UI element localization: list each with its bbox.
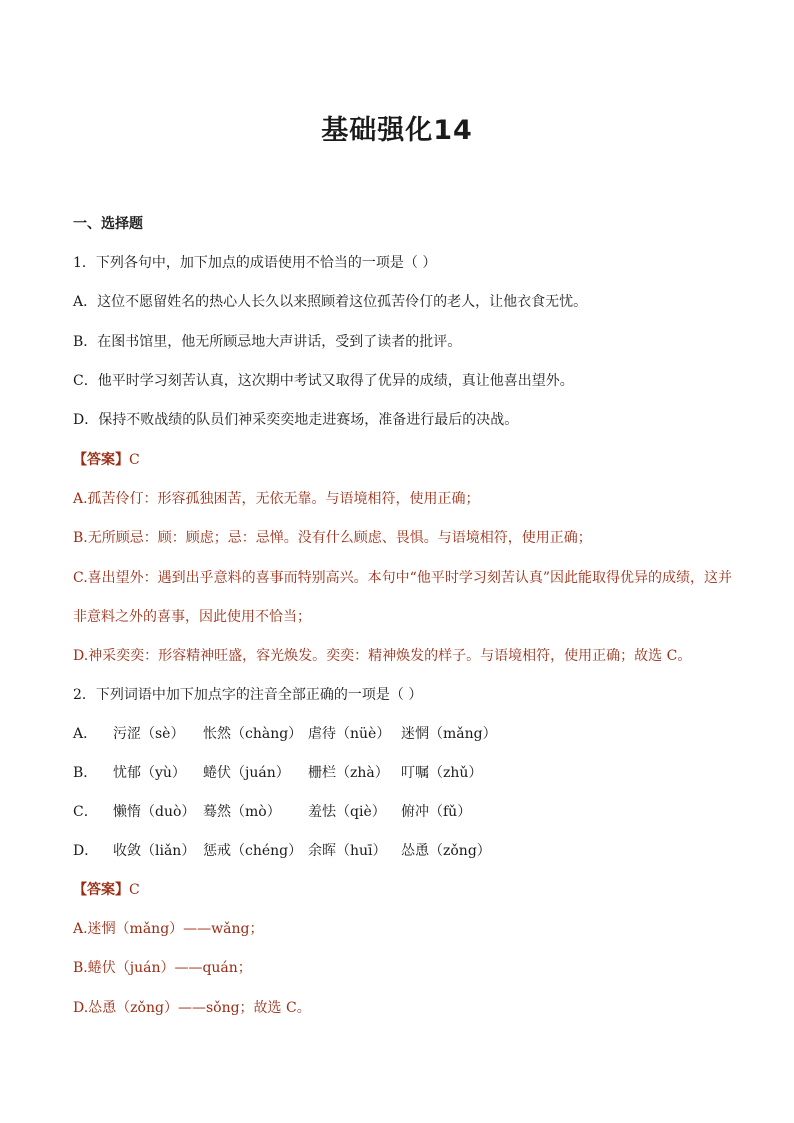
option-label: A． bbox=[73, 726, 98, 742]
q1-explanation-d: D.神采奕奕：形容精神旺盛，容光焕发。奕奕：精神焕发的样子。与语境相符，使用正确；故选 C。 bbox=[73, 648, 692, 664]
option-item: 惩戒（chéng） bbox=[203, 843, 303, 859]
answer-tag: 【答案】 bbox=[73, 452, 129, 468]
option-item: 懒惰（duò） bbox=[113, 804, 196, 820]
q1-option-b: B．在图书馆里，他无所顾忌地大声讲话，受到了读者的批评。 bbox=[73, 334, 462, 350]
q1-explanation-c: C.喜出望外：遇到出乎意料的喜事而特别高兴。本句中“他平时学习刻苦认真”因此能取得优异的成绩，这并 bbox=[73, 570, 732, 586]
option-label: B． bbox=[73, 765, 98, 781]
q2-option-a bbox=[73, 724, 733, 744]
q1-stem: 1．下列各句中，加下加点的成语使用不恰当的一项是（ ） bbox=[73, 255, 437, 271]
answer-letter: C bbox=[129, 882, 140, 898]
q1-option-a: A．这位不愿留姓名的热心人长久以来照顾着这位孤苦伶仃的老人，让他衣食无忧。 bbox=[73, 294, 588, 310]
option-item: 栅栏（zhà） bbox=[308, 765, 389, 781]
option-item: 迷惘（mǎng） bbox=[401, 726, 497, 742]
option-item: 虐待（nüè） bbox=[308, 726, 391, 742]
option-item: 怅然（chàng） bbox=[203, 726, 303, 742]
option-item: 余晖（huī） bbox=[308, 843, 387, 859]
answer-tag: 【答案】 bbox=[73, 882, 129, 898]
q1-option-d: D．保持不败战绩的队员们神采奕奕地走进赛场，准备进行最后的决战。 bbox=[73, 412, 519, 428]
option-item: 忧郁（yù） bbox=[113, 765, 186, 781]
answer-letter: C bbox=[129, 452, 140, 468]
q2-explanation-a: A.迷惘（mǎng）——wǎng； bbox=[73, 921, 264, 937]
q2-option-b bbox=[73, 763, 733, 783]
option-item: 怂恿（zǒng） bbox=[401, 843, 491, 859]
option-item: 叮嘱（zhǔ） bbox=[401, 765, 483, 781]
option-item: 俯冲（fǔ） bbox=[401, 804, 472, 820]
q2-answer bbox=[73, 880, 733, 900]
q2-explanation-b: B.蜷伏（juán）——quán； bbox=[73, 960, 252, 976]
option-label: C． bbox=[73, 804, 98, 820]
q1-explanation-c-cont: 非意料之外的喜事，因此使用不恰当； bbox=[73, 609, 311, 625]
option-item: 蓦然（mò） bbox=[203, 804, 281, 820]
q2-explanation-d: D.怂恿（zǒng）——sǒng；故选 C。 bbox=[73, 1000, 311, 1016]
q2-option-c bbox=[73, 802, 733, 822]
option-item: 羞怯（qiè） bbox=[308, 804, 386, 820]
q1-explanation-a: A.孤苦伶仃：形容孤独困苦，无依无靠。与语境相符，使用正确； bbox=[73, 491, 480, 507]
q1-explanation-b: B.无所顾忌：顾：顾虑；忌：忌惮。没有什么顾虑、畏惧。与语境相符，使用正确； bbox=[73, 530, 592, 546]
q1-answer bbox=[73, 450, 733, 470]
section-heading: 一、选择题 bbox=[73, 216, 143, 232]
option-item: 收敛（liǎn） bbox=[113, 843, 196, 859]
page-title: 基础强化14 bbox=[321, 115, 473, 146]
option-label: D． bbox=[73, 843, 99, 859]
q1-option-c: C．他平时学习刻苦认真，这次期中考试又取得了优异的成绩，真让他喜出望外。 bbox=[73, 373, 574, 389]
option-item: 污涩（sè） bbox=[113, 726, 185, 742]
q2-option-d bbox=[73, 841, 733, 861]
q2-stem: 2．下列词语中加下加点字的注音全部正确的一项是（ ） bbox=[73, 687, 423, 703]
option-item: 蜷伏（juán） bbox=[203, 765, 290, 781]
